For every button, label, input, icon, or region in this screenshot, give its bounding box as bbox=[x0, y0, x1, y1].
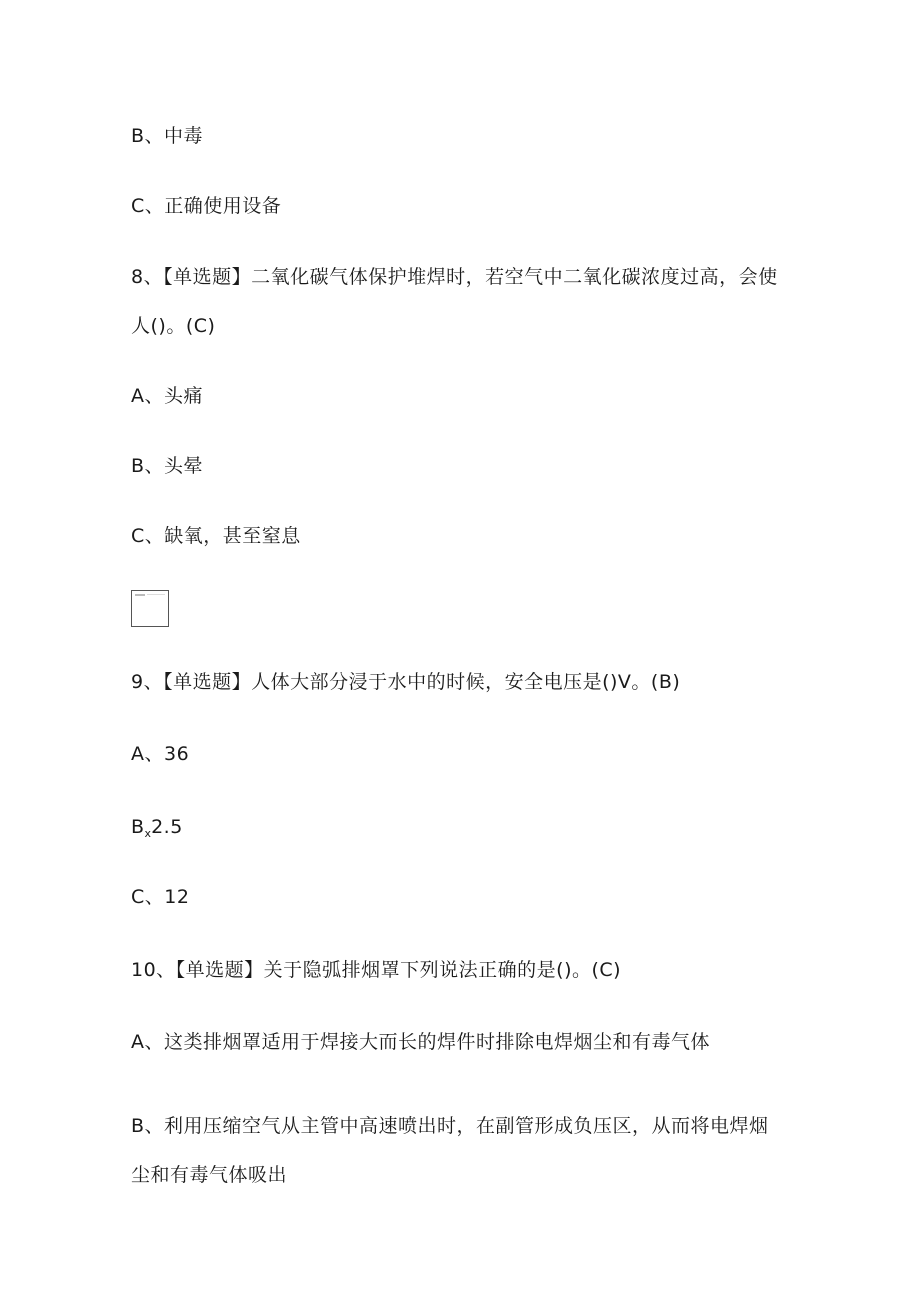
question-10-option-a: A、这类排烟罩适用于焊接大而长的焊件时排除电焊烟尘和有毒气体 bbox=[131, 1031, 710, 1053]
question-8-option-a: A、头痛 bbox=[131, 385, 203, 407]
question-8-option-c: C、缺氧，甚至窒息 bbox=[131, 525, 301, 547]
question-10-stem: 10、【单选题】关于隐弧排烟罩下列说法正确的是()。(C) bbox=[131, 959, 622, 981]
option-c: C、正确使用设备 bbox=[131, 195, 282, 217]
option-letter: B bbox=[131, 816, 145, 838]
question-10-option-b: B、利用压缩空气从主管中高速喷出时，在副管形成负压区，从而将电焊烟 bbox=[131, 1115, 769, 1137]
question-9-stem: 9、【单选题】人体大部分浸于水中的时候，安全电压是()V。(B) bbox=[131, 671, 681, 693]
question-9-option-a: A、36 bbox=[131, 743, 190, 765]
question-9-option-c: C、12 bbox=[131, 886, 190, 908]
thumbnail-mark bbox=[147, 594, 165, 595]
option-subscript: x bbox=[144, 827, 152, 840]
thumbnail-mark bbox=[135, 594, 145, 596]
question-8-stem: 8、【单选题】二氧化碳气体保护堆焊时，若空气中二氧化碳浓度过高，会使 bbox=[131, 266, 778, 288]
option-b: B、中毒 bbox=[131, 125, 204, 147]
broken-image-icon bbox=[131, 590, 169, 627]
option-value: 2.5 bbox=[151, 816, 183, 838]
question-8-option-b: B、头晕 bbox=[131, 455, 204, 477]
question-9-option-b bbox=[131, 815, 183, 846]
question-10-option-b-continued: 尘和有毒气体吸出 bbox=[131, 1164, 288, 1186]
question-8-stem-continued: 人()。(C) bbox=[131, 315, 216, 337]
